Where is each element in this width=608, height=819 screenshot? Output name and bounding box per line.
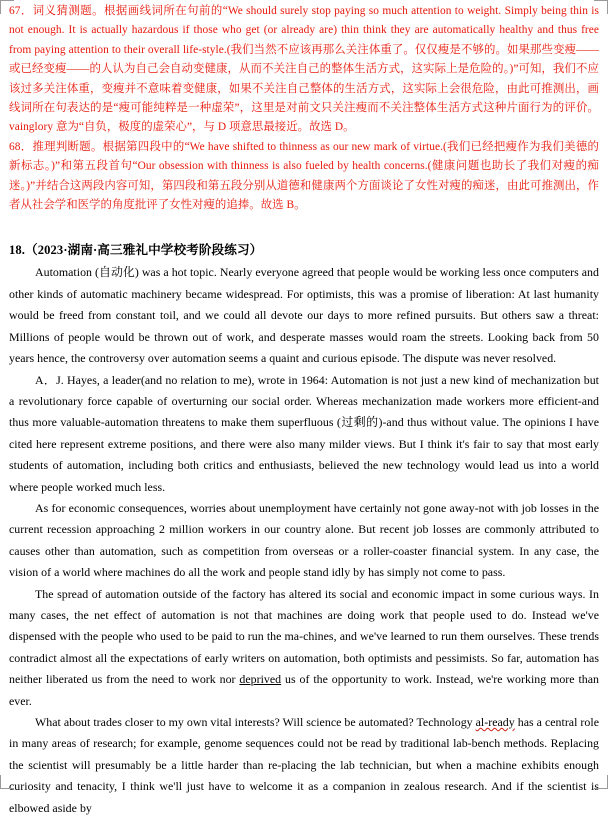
underlined-word-deprived: deprived: [239, 672, 282, 687]
passage-paragraph-5-suffix: has a central role in many areas of research; for example, genome sequences could not be read by traditional lab-bench methods. Replacing the scientist will presumably be a little harder than re-placing the lab technician, but when a machine exhibits enough curiosity and tenacity, I think we'll just have to welcome it as a companion in zealous research. And if the scientist is elbowed aside by: [9, 715, 599, 815]
answer-analysis-section: [9, 2, 599, 215]
passage-paragraph-4: [9, 584, 599, 712]
passage-paragraph-1: Automation (自动化) was a hot topic. Nearly everyone agreed that people would be working less once computers and other kinds of automatic machinery became widespread. For optimists, this was a promise of liberation: At last humanity would be freed from constant toil, and we could all devote our days to more refined pursuits. But others saw a threat: Millions of people would be thrown out of work, and desperate masses would roam the streets. Looking back from 50 years hence, the controversy over automation seems a quaint and curious episode. The dispute was never resolved.: [9, 265, 599, 366]
passage-paragraph-5-prefix: What about trades closer to my own vital interests? Will science be automated? Technology: [35, 715, 476, 729]
passage-paragraph-4-prefix: The spread of automation outside of the factory has altered its social and economic impact in some curious ways. In many cases, the net effect of automation is not that machines are doing work that people used to do. Instead we've dispensed with the people who used to be paid to run the ma-chines, and we've learned to run them ourselves. These trends contradict almost all the expectations of early writers on automation, both optimists and pessimists. So far, automation has neither liberated us from the need to work nor: [9, 586, 599, 687]
passage-paragraph-2: A．J. Hayes, a leader(and no relation to me), wrote in 1964: Automation is not just a new kind of mechanization but a revolutionary force capable of overturning our social order. Whereas mechanization made workers more efficient-and thus more valuable-automation threatens to make them superfluous (过剩的)-and thus without value. The opinions I have cited here represent extreme positions, and there were also many milder views. But I think it's fair to say that most early students of automation, including both critics and enthusiasts, believed the new technology would lead us into a world where people worked much less.: [9, 372, 599, 494]
analysis-item-67: 67．词义猜测题。根据画线词所在句前的“We should surely stop paying so much attention to weight. Simply being thin is not enough. It is actually hazardous if those who get (or already are) thin think they are automatically healthy and thus free from paying attention to their overall life-style.(我们当然不应该再那么关注体重了。仅仅瘦是不够的。如果那些变瘦——或已经变瘦——的人认为自己会自动变健康，从而不关注自己的整体生活方式，这实际上是危险的。)”可知，我们不应该过多关注体重，变瘦并不意味着变健康，如果不关注自己整体的生活方式，这实际上会很危险，由此可推测出，画线词所在句表达的是“瘦可能纯粹是一种虚荣”，这里是对前文只关注瘦而不关注整体生活方式这种片面行为的评价。vainglory 意为“自负，极度的虚荣心”，与 D 项意思最接近。故选 D。: [9, 5, 599, 134]
passage-paragraph-3: As for economic consequences, worries about unemployment have certainly not gone away-not with job losses in the current recession approaching 2 million workers in our country alone. But recent job losses are commonly attributed to causes other than automation, such as competition from overseas or a roller-coaster financial system. In any case, the vision of a world where machines do all the work and people stand idly by has simply not come to pass.: [9, 500, 599, 580]
spellcheck-word-already: al-ready: [475, 715, 515, 729]
reading-passage: [9, 262, 599, 819]
exercise-heading: 18.（2023·湖南·高三雅礼中学校考阶段练习）: [9, 243, 263, 258]
analysis-item-68: 68．推理判断题。根据第四段中的“We have shifted to thinness as our new mark of virtue.(我们已经把瘦作为我们美德的新标志。)”和第五段首句“Our obsession with thinness is also fueled by health concerns.(健康问题也助长了我们对瘦的痴迷。)”并结合这两段内容可知，第四段和第五段分别从道德和健康两个方面谈论了女性对瘦的痴迷，由此可推测出，作者从社会学和医学的角度批评了女性对瘦的追捧。故选 B。: [9, 140, 599, 212]
passage-paragraph-4-suffix: us of the opportunity to work. Instead, we're working more than ever.: [9, 672, 600, 708]
passage-paragraph-5: [9, 712, 599, 819]
